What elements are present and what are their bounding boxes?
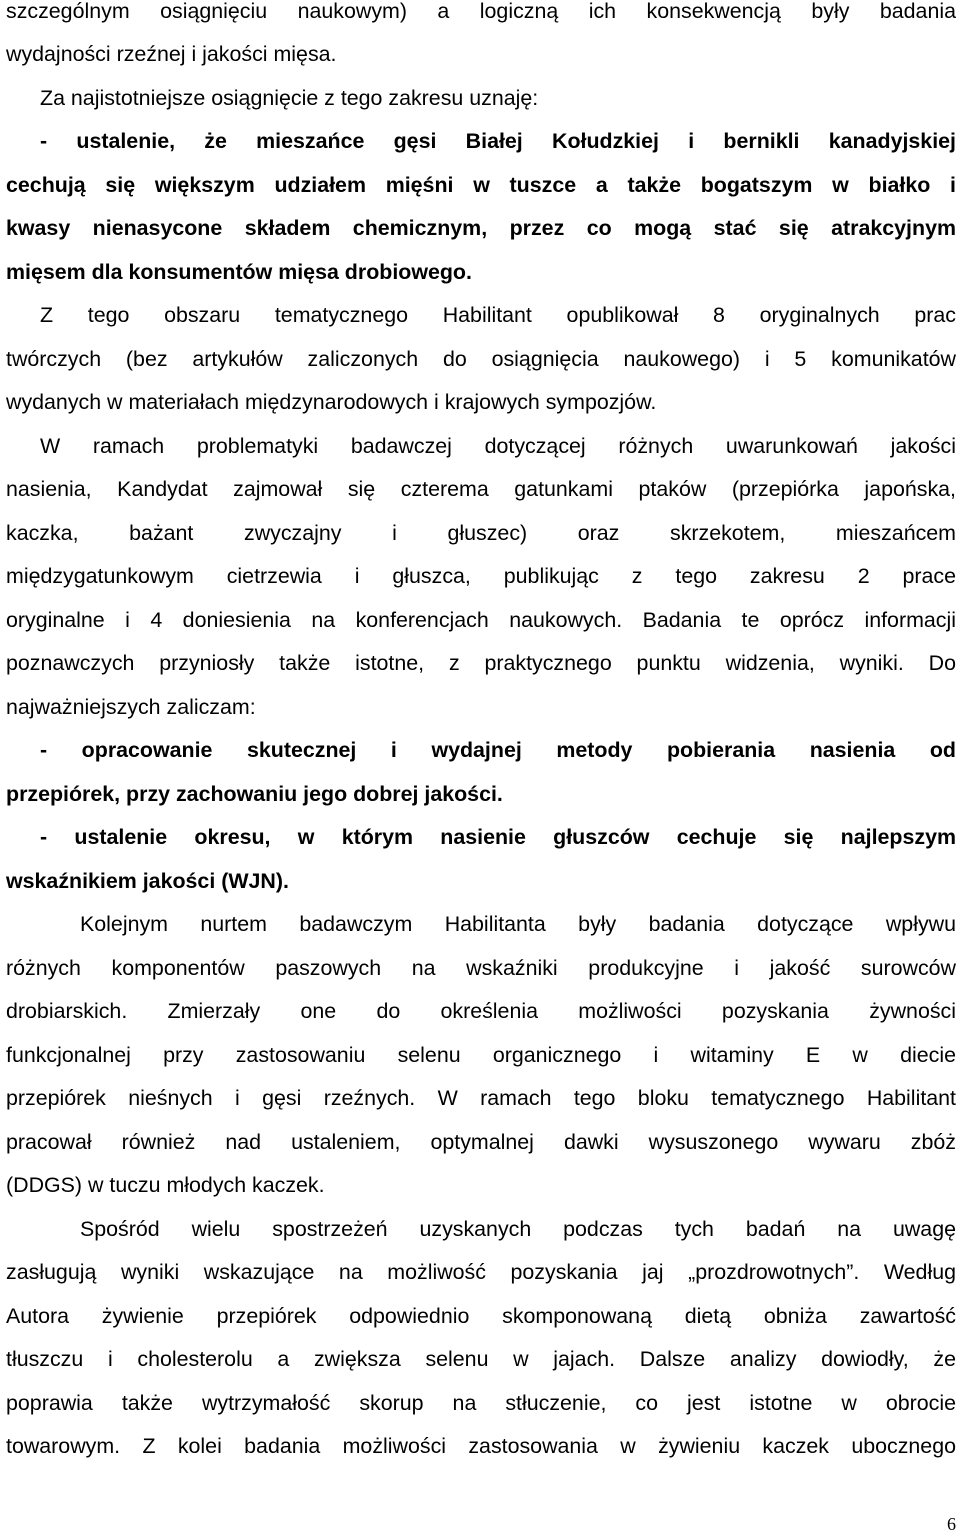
bold-text-line: - ustalenie okresu, w którym nasienie głuszców cechuje się najlepszym (40, 825, 956, 849)
text-line: Z tego obszaru tematycznego Habilitant opublikował 8 oryginalnych prac (40, 303, 956, 327)
text-line: międzygatunkowym cietrzewia i głuszca, publikując z tego zakresu 2 prace (6, 564, 956, 588)
text-line: przepiórek nieśnych i gęsi rzeźnych. W ramach tego bloku tematycznego Habilitant (6, 1086, 956, 1110)
bold-text-line: mięsem dla konsumentów mięsa drobiowego. (6, 259, 472, 284)
text-line: twórczych (bez artykułów zaliczonych do osiągnięcia naukowego) i 5 komunikatów (6, 346, 956, 371)
text-line: oryginalne i 4 doniesienia na konferencjach naukowych. Badania te oprócz informacji (6, 607, 956, 632)
text-line: najważniejszych zaliczam: (6, 694, 256, 719)
text-line: funkcjonalnej przy zastosowaniu selenu organicznego i witaminy E w diecie (6, 1042, 956, 1067)
text-line: towarowym. Z kolei badania możliwości zastosowania w żywieniu kaczek ubocznego (6, 1434, 956, 1458)
text-line: Kolejnym nurtem badawczym Habilitanta były badania dotyczące wpływu (80, 912, 956, 936)
text-line: poznawczych przyniosły także istotne, z praktycznego punktu widzenia, wyniki. Do (6, 651, 956, 675)
text-line: wydajności rzeźnej i jakości mięsa. (6, 42, 337, 66)
text-line: wydanych w materiałach międzynarodowych i krajowych sympozjów. (6, 390, 657, 414)
text-line: (DDGS) w tuczu młodych kaczek. (6, 1173, 325, 1197)
bold-text-line: - ustalenie, że mieszańce gęsi Białej Kołudzkiej i bernikli kanadyjskiej (40, 129, 956, 153)
bold-text-line: cechują się większym udziałem mięśni w tuszce a także bogatszym w białko i (6, 172, 956, 197)
text-line: różnych komponentów paszowych na wskaźniki produkcyjne i jakość surowców (6, 955, 956, 980)
text-line: szczególnym osiągnięciu naukowym) a logiczną ich konsekwencją były badania (6, 0, 956, 23)
bold-text-line: przepiórek, przy zachowaniu jego dobrej jakości. (6, 781, 503, 806)
text-line: drobiarskich. Zmierzały one do określenia możliwości pozyskania żywności (6, 999, 956, 1023)
text-line: tłuszczu i cholesterolu a zwiększa selenu w jajach. Dalsze analizy dowiodły, że (6, 1347, 956, 1371)
document-page (6, 0, 956, 1469)
text-line: pracował również nad ustaleniem, optymalnej dawki wysuszonego wywaru zbóż (6, 1129, 956, 1154)
text-line: Spośród wielu spostrzeżeń uzyskanych podczas tych badań na uwagę (80, 1216, 956, 1241)
text-line: zasługują wyniki wskazujące na możliwość pozyskania jaj „prozdrowotnych”. Według (6, 1260, 956, 1284)
text-line: nasienia, Kandydat zajmował się czterema gatunkami ptaków (przepiórka japońska, (6, 477, 956, 501)
text-line: Autora żywienie przepiórek odpowiednio skomponowaną dietą obniża zawartość (6, 1303, 956, 1328)
text-line: W ramach problematyki badawczej dotyczącej różnych uwarunkowań jakości (40, 433, 956, 458)
text-line: poprawia także wytrzymałość skorup na stłuczenie, co jest istotne w obrocie (6, 1390, 956, 1415)
text-line: Za najistotniejsze osiągnięcie z tego zakresu uznaję: (40, 85, 539, 110)
bold-text-line: wskaźnikiem jakości (WJN). (6, 868, 289, 893)
text-line: kaczka, bażant zwyczajny i głuszec) oraz skrzekotem, mieszańcem (6, 520, 956, 545)
page-number: 6 (947, 1514, 956, 1534)
bold-text-line: - opracowanie skutecznej i wydajnej metody pobierania nasienia od (40, 738, 956, 762)
bold-text-line: kwasy nienasycone składem chemicznym, przez co mogą stać się atrakcyjnym (6, 216, 956, 240)
